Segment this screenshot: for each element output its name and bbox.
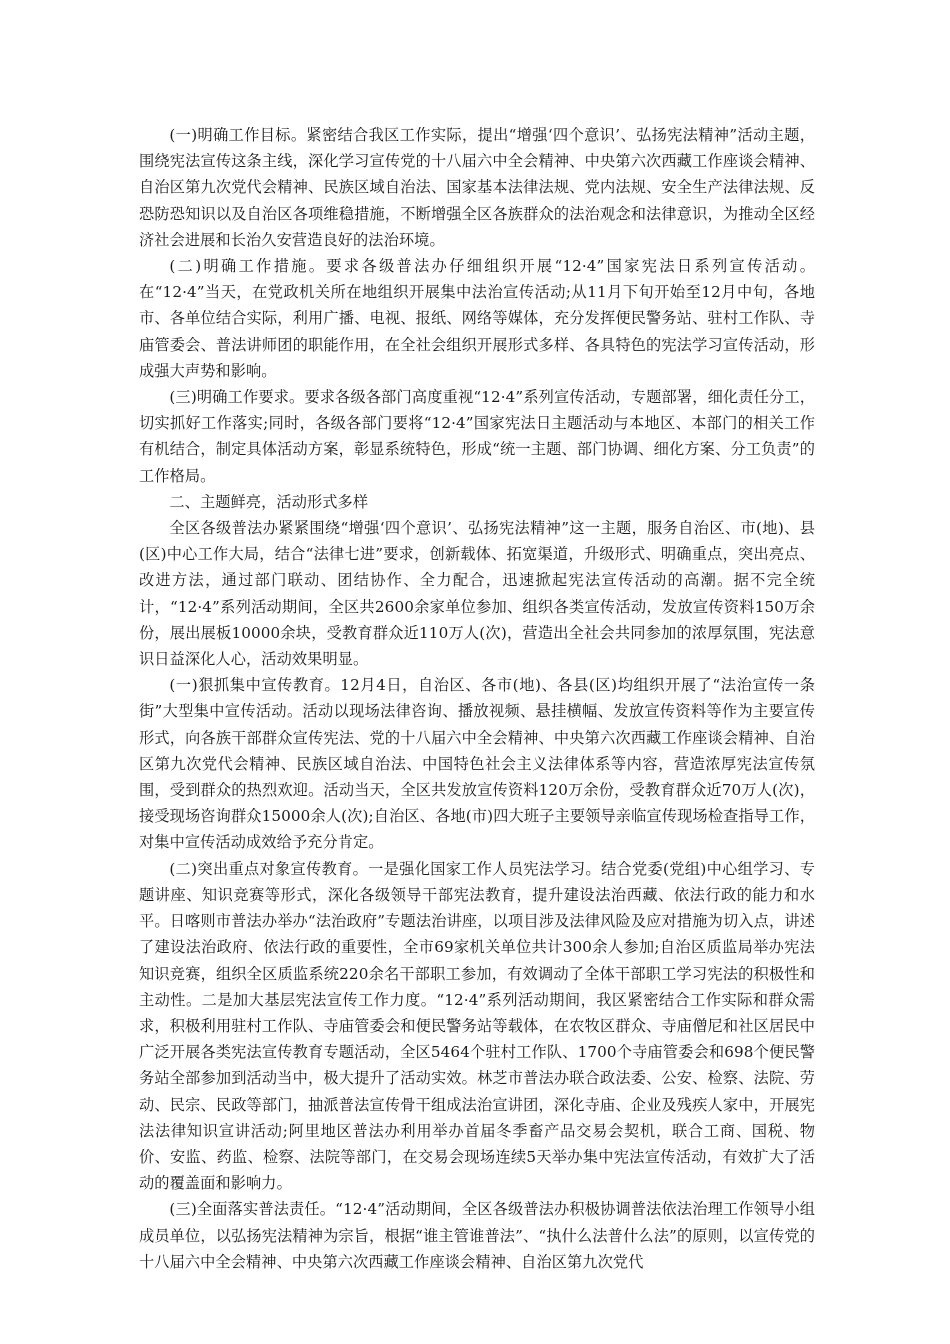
section-heading: 二、主题鲜亮，活动形式多样 bbox=[169, 492, 369, 511]
paragraph-key-targets: (二)突出重点对象宣传教育。一是强化国家工作人员宪法学习。结合党委(党组)中心组学习、专题讲座、知识竞赛等形式，深化各级领导干部宪法教育，提升建设法治西藏、依法行政的能力和水平。日喀则市普法办举办“法治政府”专题法治讲座，以项目涉及法律风险及应对措施为切入点，讲述了建设法治政府、依法行政的重要性，全市69家机关单位共计300余人参加;自治区质监局举办宪法知识竞赛，组织全区质监系统220余名干部职工参加，有效调动了全体干部职工学习宪法的积极性和主动性。二是加大基层宪法宣传工作力度。“12·4”系列活动期间，我区紧密结合工作实际和群众需求，积极利用驻村工作队、寺庙管委会和便民警务站等载体，在农牧区群众、寺庙僧尼和社区居民中广泛开展各类宪法宣传教育专题活动，全区5464个驻村工作队、1700个寺庙管委会和698个便民警务站全部参加到活动当中，极大提升了活动实效。林芝市普法办联合政法委、公安、检察、法院、劳动、民宗、民政等部门，抽派普法宣传骨干组成法治宣讲团，深化寺庙、企业及残疾人家中，开展宪法法律知识宣讲活动;阿里地区普法办利用举办首届冬季畜产品交易会契机，联合工商、国税、物价、安监、药监、检察、法院等部门，在交易会现场连续5天举办集中宪法宣传活动，有效扩大了活动的覆盖面和影响力。 bbox=[139, 859, 815, 1193]
paragraph-overview: 全区各级普法办紧紧围绕“增强‘四个意识’、弘扬宪法精神”这一主题，服务自治区、市(地)、县(区)中心工作大局，结合“法律七进”要求，创新载体、拓宽渠道，升级形式、明确重点，突出亮点、改进方法，通过部门联动、团结协作、全力配合，迅速掀起宪法宣传活动的高潮。据不完全统计，“12·4”系列活动期间，全区共2600余家单位参加、组织各类宣传活动，发放宣传资料150万余份，展出展板10000余块，受教育群众近110万人(次)，营造出全社会共同参加的浓厚氛围，宪法意识日益深化人心，活动效果明显。 bbox=[139, 519, 815, 669]
paragraph-concentrated-publicity: (一)狠抓集中宣传教育。12月4日，自治区、各市(地)、各县(区)均组织开展了“法治宣传一条街”大型集中宣传活动。活动以现场法律咨询、播放视频、悬挂横幅、发放宣传资料等作为主要宣传形式，向各族干部群众宣传宪法、党的十八届六中全会精神、中央第六次西藏工作座谈会精神、自治区第九次党代会精神、民族区域自治法、中国特色社会主义法律体系等内容，营造浓厚宪法宣传氛围，受到群众的热烈欢迎。活动当天，全区共发放宣传资料120万余份，受教育群众近70万人(次)，接受现场咨询群众15000余人(次);自治区、各地(市)四大班子主要领导亲临宣传现场检查指导工作，对集中宣传活动成效给予充分肯定。 bbox=[139, 676, 815, 852]
paragraph-responsibility: (三)全面落实普法责任。“12·4”活动期间，全区各级普法办积极协调普法依法治理工作领导小组成员单位，以弘扬宪法精神为宗旨，根据“谁主管谁普法”、“执什么法普什么法”的原则，以宣传党的十八届六中全会精神、中央第六次西藏工作座谈会精神、自治区第九次党代 bbox=[139, 1200, 815, 1271]
paragraph-work-goal: (一)明确工作目标。紧密结合我区工作实际，提出“增强‘四个意识’、弘扬宪法精神”活动主题，围绕宪法宣传这条主线，深化学习宣传党的十八届六中全会精神、中央第六次西藏工作座谈会精神、自治区第九次党代会精神、民族区域自治法、国家基本法律法规、党内法规、安全生产法律法规、反恐防恐知识以及自治区各项维稳措施，不断增强全区各族群众的法治观念和法律意识，为推动全区经济社会进展和长治久安营造良好的法治环境。 bbox=[139, 126, 815, 249]
paragraph-work-requirements: (三)明确工作要求。要求各级各部门高度重视“12·4”系列宣传活动，专题部署，细化责任分工，切实抓好工作落实;同时，各级各部门要将“12·4”国家宪法日主题活动与本地区、本部门的相关工作有机结合，制定具体活动方案，彰显系统特色，形成“统一主题、部门协调、细化方案、分工负责”的工作格局。 bbox=[139, 388, 815, 485]
document-body bbox=[139, 122, 815, 1275]
paragraph-work-measures: (二)明确工作措施。要求各级普法办仔细组织开展“12·4”国家宪法日系列宣传活动。在“12·4”当天，在党政机关所在地组织开展集中法治宣传活动;从11月下旬开始至12月中旬，各地市、各单位结合实际，利用广播、电视、报纸、网络等媒体，充分发挥便民警务站、驻村工作队、寺庙管委会、普法讲师团的职能作用，在全社会组织开展形式多样、各具特色的宪法学习宣传活动，形成强大声势和影响。 bbox=[139, 257, 815, 380]
